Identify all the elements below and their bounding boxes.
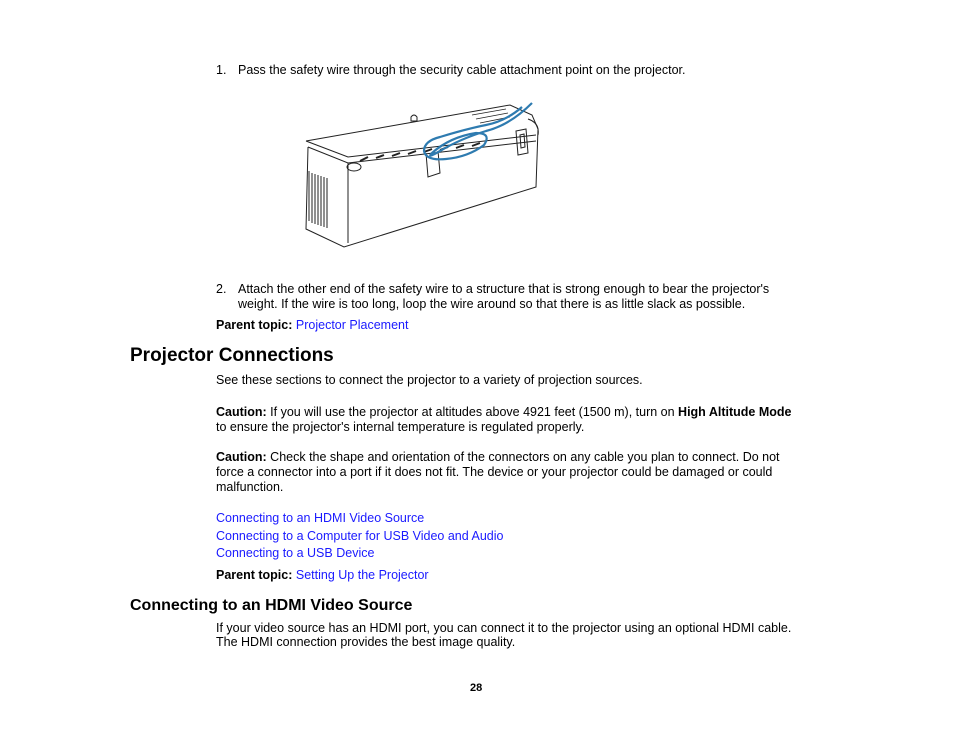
link-hdmi-video-source[interactable]: Connecting to an HDMI Video Source: [216, 511, 425, 525]
caution-2-line-1: Check the shape and orientation of the connectors on any cable you plan to connect. Do not: [266, 450, 780, 464]
parent-topic-label: Parent topic:: [216, 568, 293, 582]
step-2: [216, 282, 769, 297]
parent-topic-2: [216, 568, 429, 583]
section-intro: See these sections to connect the projector to a variety of projection sources.: [216, 373, 643, 387]
step-1: [216, 63, 685, 78]
setting-up-projector-link[interactable]: Setting Up the Projector: [295, 568, 429, 582]
subsection-line-2: The HDMI connection provides the best image quality.: [216, 635, 516, 649]
link-computer-usb-video-audio[interactable]: Connecting to a Computer for USB Video and Audio: [216, 529, 504, 543]
caution-2: [216, 450, 836, 495]
caution-2-line-2: force a connector into a port if it does not fit. The device or your projector could be damaged or could: [216, 465, 773, 479]
caution-1-label: Caution:: [216, 405, 267, 419]
section-title: Projector Connections: [130, 345, 334, 366]
caution-1-text: If you will use the projector at altitudes above 4921 feet (1500 m), turn on: [266, 405, 679, 419]
high-altitude-mode: High Altitude Mode: [678, 405, 792, 419]
step-2-line-2: weight. If the wire is too long, loop the wire around so that there is as little slack as possible.: [238, 297, 746, 311]
step-2-line-1: Attach the other end of the safety wire to a structure that is strong enough to bear the projector's: [238, 282, 770, 296]
caution-2-line-3: malfunction.: [216, 480, 284, 494]
step-2-number: 2.: [216, 282, 227, 296]
link-usb-device[interactable]: Connecting to a USB Device: [216, 546, 375, 560]
caution-2-label: Caution:: [216, 450, 267, 464]
subsection-title: Connecting to an HDMI Video Source: [130, 597, 413, 614]
parent-topic-1: [216, 318, 408, 333]
projector-placement-link[interactable]: Projector Placement: [295, 318, 409, 332]
step-1-text: Pass the safety wire through the security cable attachment point on the projector.: [238, 63, 686, 77]
step-1-number: 1.: [216, 63, 227, 77]
caution-1-line-2: to ensure the projector's internal temperature is regulated properly.: [216, 420, 585, 434]
caution-1: [216, 405, 836, 435]
projector-security-cable-illustration: [300, 95, 545, 255]
parent-topic-label: Parent topic:: [216, 318, 293, 332]
page-number: 28: [470, 682, 483, 694]
subsection-line-1: If your video source has an HDMI port, you can connect it to the projector using an optional HDMI cable.: [216, 621, 792, 635]
